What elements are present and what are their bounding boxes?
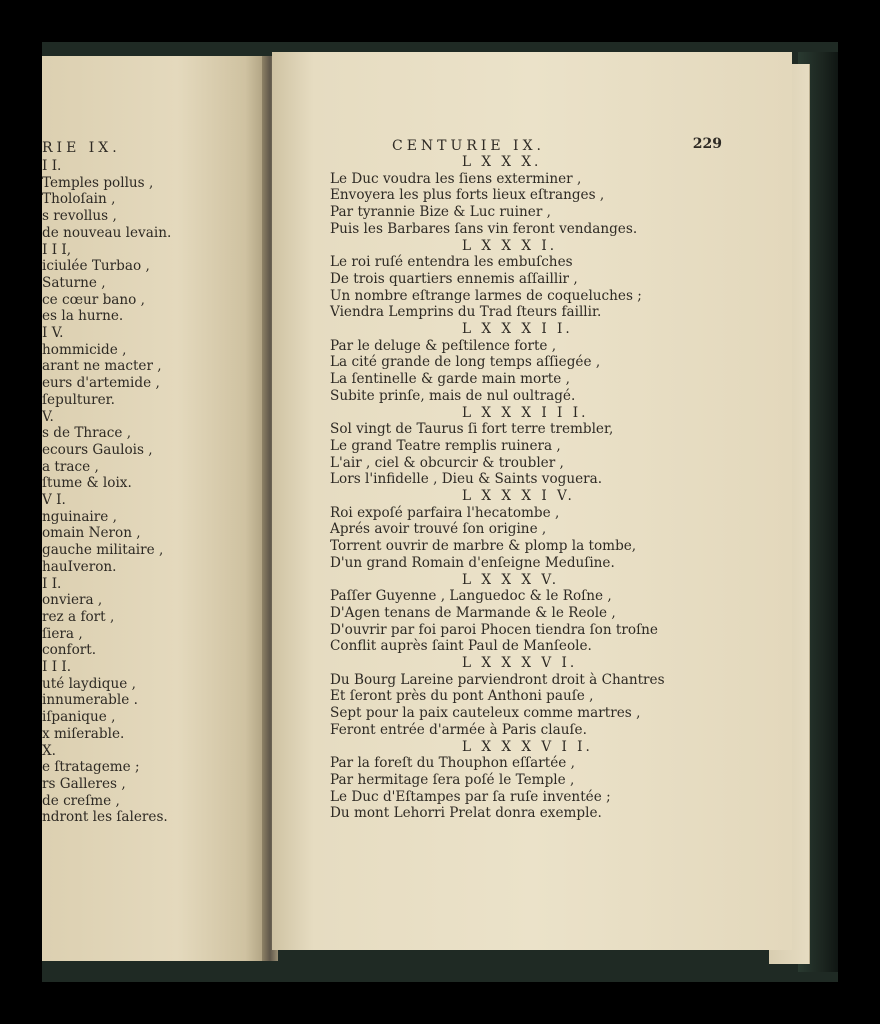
verse-number-heading: L X X X I. (462, 237, 558, 254)
page-number: 229 (692, 136, 722, 152)
left-page-line: e ſtratageme ; (42, 759, 140, 776)
left-page-line: de creſme , (42, 792, 120, 809)
right-page (272, 52, 792, 950)
left-page-line: ecours Gaulois , (42, 441, 153, 458)
left-page-line: s de Thrace , (42, 425, 132, 442)
left-page-line: I V. (42, 325, 64, 341)
verse-line: D'ouvrir par foi paroi Phocen tiendra ſon troſne (330, 621, 658, 638)
verse-line: Aprés avoir trouvé ſon origine , (330, 521, 547, 538)
verse-line: Viendra Lemprins du Trad ſteurs faillir. (330, 304, 602, 321)
verse-line: Puis les Barbares ſans vin feront vendanges. (330, 220, 638, 237)
left-running-head: RIE IX. (42, 140, 121, 156)
left-page-line: gauche militaire , (42, 542, 164, 559)
left-page-line: rs Galleres , (42, 775, 126, 792)
left-page-line: I I I, (42, 241, 72, 258)
left-page-line: confort. (42, 642, 97, 659)
verse-line: Par hermitage ſera poſé le Temple , (330, 771, 575, 788)
left-page-line: de nouveau levain. (42, 224, 172, 241)
verse-line: Feront entrée d'armée à Paris clauſe. (330, 721, 587, 738)
verse-line: D'Agen tenans de Marmande & le Reole , (330, 604, 616, 621)
verse-line: Subite prinſe, mais de nul oultragé. (330, 387, 576, 404)
right-running-head: CENTURIE IX. (392, 138, 546, 154)
left-page-line: rez a fort , (42, 608, 115, 625)
verse-line: L'air , ciel & obcurcir & troubler , (330, 454, 564, 471)
verse-line: Paſſer Guyenne , Languedoc & le Roſne , (330, 588, 612, 605)
verse-line: Par le deluge & peſtilence forte , (330, 337, 557, 354)
left-page-line: omain Neron , (42, 525, 141, 542)
verse-line: Le roi ruſé entendra les embuſches (330, 254, 573, 271)
verse-line: Le Duc d'Eſtampes par ſa ruſe inventée ; (330, 788, 611, 805)
left-page-line: I I. (42, 575, 62, 592)
verse-line: Roi expoſé parfaira l'hecatombe , (330, 504, 560, 521)
verse-line: Sol vingt de Taurus ſi fort terre trembler, (330, 421, 614, 438)
left-page-line: I I I. (42, 659, 72, 675)
left-page-line: V I. (42, 492, 66, 508)
left-page-line: arant ne macter , (42, 358, 162, 375)
verse-line: D'un grand Romain d'enſeigne Meduſine. (330, 554, 615, 571)
left-page-line: hommicide , (42, 341, 127, 358)
open-book (42, 42, 838, 982)
verse-line: Du Bourg Lareine parviendront droit à Chantres (330, 671, 665, 688)
left-page-line: iciulée Turbao , (42, 258, 150, 275)
verse-line: Lors l'infidelle , Dieu & Saints voguera. (330, 471, 603, 488)
left-page-line: X. (42, 742, 56, 759)
verse-line: Par la foreſt du Thouphon eſſartée , (330, 755, 575, 772)
left-page-line: ſiera , (42, 625, 83, 642)
verse-line: Le Duc voudra les ſiens exterminer , (330, 170, 582, 187)
left-page (42, 56, 268, 961)
left-page-line: Saturne , (42, 274, 106, 291)
verse-number-heading: L X X X V. (462, 571, 560, 588)
verse-line: De trois quartiers ennemis aſſaillir , (330, 270, 578, 287)
left-page-line: Tholoſain , (42, 191, 116, 208)
verse-number-heading: L X X X I V. (462, 488, 575, 504)
left-page-line: ndront les ſaleres. (42, 809, 168, 826)
verse-number-heading: L X X X. (462, 154, 542, 170)
left-page-line: innumerable . (42, 692, 138, 709)
verse-line: Envoyera les plus forts lieux eſtranges , (330, 187, 605, 204)
left-page-line: iſpanique , (42, 709, 116, 726)
verse-number-heading: L X X X V I I. (462, 738, 593, 755)
verse-line: Torrent ouvrir de marbre & plomp la tombe, (330, 538, 637, 555)
left-page-line: I I. (42, 158, 62, 174)
left-page-line: es la hurne. (42, 308, 124, 325)
left-page-line: hauIveron. (42, 558, 117, 575)
verse-line: Du mont Lehorri Prelat donra exemple. (330, 805, 602, 822)
verse-line: La ſentinelle & garde main morte , (330, 371, 570, 388)
left-page-line: V. (42, 408, 54, 425)
verse-line: Sept pour la paix cauteleux comme martres , (330, 705, 641, 722)
verse-line: La cité grande de long temps aſſiegée , (330, 354, 601, 371)
left-page-line: s revollus , (42, 208, 117, 225)
left-page-line: a trace , (42, 458, 99, 475)
left-page-line: ce cœur bano , (42, 291, 145, 308)
left-page-line: onviera , (42, 592, 103, 609)
verse-number-heading: L X X X I I I. (462, 404, 589, 421)
left-page-line: ſtume & loix. (42, 475, 132, 492)
verse-line: Le grand Teatre remplis ruinera , (330, 437, 561, 454)
left-page-line: x miſerable. (42, 725, 125, 742)
verse-number-heading: L X X X V I. (462, 655, 578, 671)
verse-number-heading: L X X X I I. (462, 321, 573, 337)
left-page-line: eurs d'artemide , (42, 375, 160, 392)
verse-line: Et ſeront près du pont Anthoni pauſe , (330, 688, 594, 705)
left-page-line: Temples pollus , (42, 174, 154, 191)
verse-line: Un nombre eſtrange larmes de coqueluches ; (330, 287, 642, 304)
left-page-line: ſepulturer. (42, 391, 115, 408)
left-page-line: uté laydique , (42, 675, 136, 692)
verse-line: Par tyrannie Bize & Luc ruiner , (330, 204, 551, 221)
left-page-line: nguinaire , (42, 508, 117, 525)
verse-line: Conflit auprès ſaint Paul de Manſeole. (330, 638, 592, 655)
